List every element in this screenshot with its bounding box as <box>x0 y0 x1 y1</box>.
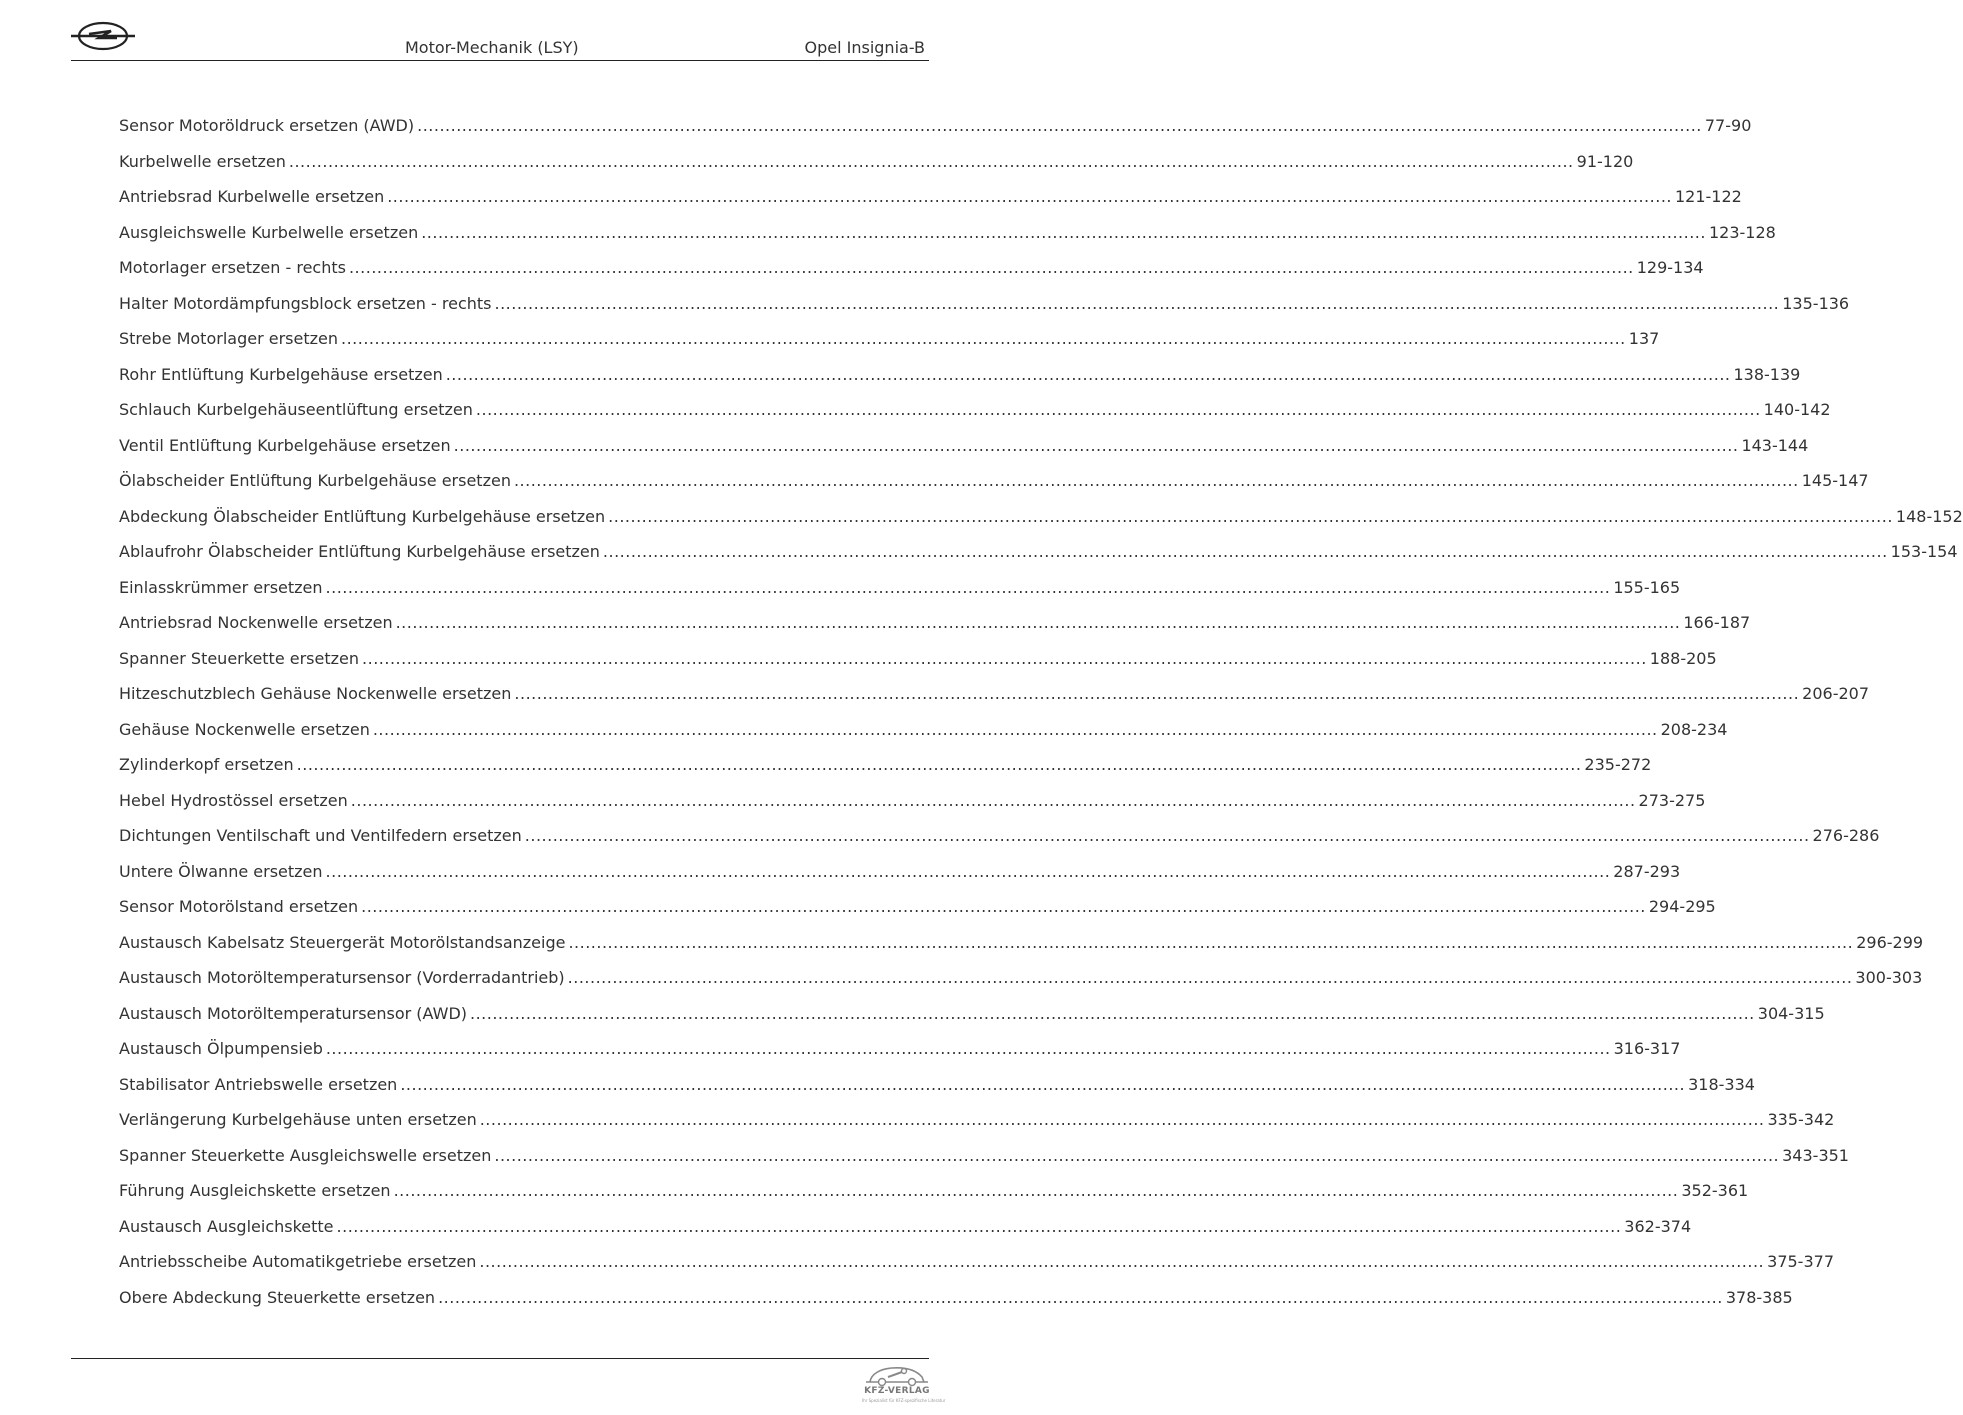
toc-leader-dots <box>373 720 1658 739</box>
toc-entry-title: Antriebsrad Nockenwelle ersetzen <box>119 613 393 632</box>
toc-entry-pages: 135-136 <box>1782 293 1850 313</box>
toc-entry-pages: 145-147 <box>1801 471 1869 490</box>
toc-entry-pages: 188-205 <box>1649 648 1717 668</box>
toc-leader-dots <box>351 791 1636 810</box>
toc-entry[interactable] <box>119 364 1801 401</box>
toc-leader-dots <box>361 897 1646 916</box>
toc-entry-pages: 273-275 <box>1638 790 1706 810</box>
opel-logo-icon <box>71 18 135 54</box>
toc-leader-dots <box>525 826 1810 845</box>
toc-entry[interactable] <box>119 790 1706 827</box>
footer-divider <box>71 1358 929 1359</box>
manual-section-title: Motor-Mechanik (LSY) <box>405 38 579 57</box>
toc-entry[interactable] <box>119 506 1963 543</box>
toc-entry-pages: 166-187 <box>1683 613 1751 632</box>
toc-entry-pages: 153-154 <box>1890 542 1958 561</box>
toc-entry-pages: 235-272 <box>1584 755 1652 774</box>
toc-leader-dots <box>603 542 1888 561</box>
toc-entry[interactable] <box>119 755 1652 791</box>
toc-entry-pages: 294-295 <box>1648 897 1716 916</box>
toc-entry-pages: 208-234 <box>1660 719 1728 739</box>
publisher-name: KFZ-VERLAG <box>864 1386 930 1396</box>
toc-entry-title: Austausch Kabelsatz Steuergerät Motorölstandsanzeige <box>119 932 566 952</box>
toc-leader-dots <box>400 1075 1685 1094</box>
toc-entry[interactable] <box>119 151 1634 188</box>
toc-entry[interactable] <box>119 861 1681 898</box>
toc-leader-dots <box>470 1004 1755 1023</box>
toc-entry-pages: 316-317 <box>1613 1039 1681 1058</box>
toc-leader-dots <box>568 933 1853 952</box>
toc-entry[interactable] <box>119 400 1831 436</box>
toc-entry-title: Ablaufrohr Ölabscheider Entlüftung Kurbelgehäuse ersetzen <box>119 542 600 561</box>
toc-entry-title: Sensor Motorölstand ersetzen <box>119 897 359 916</box>
toc-entry[interactable] <box>119 1287 1793 1324</box>
toc-entry-title: Austausch Motoröltemperatursensor (Vorderradantrieb) <box>119 968 565 987</box>
toc-entry-pages: 378-385 <box>1725 1287 1793 1307</box>
toc-entry-pages: 335-342 <box>1767 1110 1835 1129</box>
toc-entry-pages: 375-377 <box>1767 1252 1834 1271</box>
toc-leader-dots <box>608 507 1893 526</box>
toc-entry-title: Schlauch Kurbelgehäuseentlüftung ersetzen <box>119 400 473 419</box>
toc-leader-dots <box>479 1252 1764 1271</box>
toc-entry-pages: 138-139 <box>1733 364 1801 384</box>
toc-entry-title: Ausgleichswelle Kurbelwelle ersetzen <box>119 222 419 242</box>
toc-entry-title: Motorlager ersetzen - rechts <box>119 258 346 277</box>
toc-entry-title: Einlasskrümmer ersetzen <box>119 577 323 597</box>
toc-entry[interactable] <box>119 435 1809 472</box>
toc-entry[interactable] <box>119 1145 1849 1182</box>
toc-entry[interactable] <box>119 826 1880 862</box>
toc-entry-title: Stabilisator Antriebswelle ersetzen <box>119 1074 398 1094</box>
toc-leader-dots <box>387 187 1672 206</box>
toc-entry-pages: 287-293 <box>1613 861 1681 881</box>
toc-entry-title: Antriebsscheibe Automatikgetriebe ersetzen <box>119 1252 477 1271</box>
toc-entry-pages: 206-207 <box>1802 684 1870 703</box>
toc-entry-pages: 155-165 <box>1613 577 1681 597</box>
publisher-logo <box>862 1360 946 1412</box>
toc-leader-dots <box>349 258 1634 277</box>
vehicle-model-title: Opel Insignia-B <box>804 38 925 57</box>
toc-leader-dots <box>480 1110 1765 1129</box>
toc-entry-pages: 318-334 <box>1688 1074 1755 1094</box>
toc-entry-pages: 352-361 <box>1681 1181 1749 1200</box>
toc-entry-title: Ventil Entlüftung Kurbelgehäuse ersetzen <box>119 435 451 455</box>
toc-entry[interactable] <box>119 613 1751 649</box>
toc-entry-pages: 362-374 <box>1624 1216 1692 1236</box>
toc-entry[interactable] <box>119 1252 1834 1288</box>
toc-leader-dots <box>494 294 1779 313</box>
toc-entry[interactable] <box>119 1039 1681 1075</box>
toc-leader-dots <box>362 649 1647 668</box>
publisher-tagline: Ihr Spezialist für KFZ-spezifische Literatur <box>862 1398 946 1403</box>
toc-entry-title: Antriebsrad Kurbelwelle ersetzen <box>119 187 385 206</box>
car-wrench-icon <box>862 1360 932 1386</box>
toc-entry[interactable] <box>119 648 1717 685</box>
toc-entry[interactable] <box>119 897 1716 933</box>
toc-entry[interactable] <box>119 968 1923 1004</box>
toc-entry-pages: 137 <box>1628 329 1660 348</box>
toc-entry-pages: 304-315 <box>1757 1003 1825 1023</box>
toc-entry-pages: 276-286 <box>1812 826 1880 845</box>
toc-leader-dots <box>394 1181 1679 1200</box>
toc-entry[interactable] <box>119 1181 1749 1217</box>
toc-leader-dots <box>476 400 1761 419</box>
toc-entry-title: Austausch Ölpumpensieb <box>119 1039 323 1058</box>
toc-entry-title: Untere Ölwanne ersetzen <box>119 861 323 881</box>
toc-leader-dots <box>337 1217 1622 1236</box>
toc-entry[interactable] <box>119 577 1681 614</box>
toc-entry-title: Dichtungen Ventilschaft und Ventilfedern ersetzen <box>119 826 522 845</box>
toc-entry[interactable] <box>119 222 1776 259</box>
toc-leader-dots <box>421 223 1706 242</box>
toc-entry-title: Abdeckung Ölabscheider Entlüftung Kurbelgehäuse ersetzen <box>119 506 606 526</box>
toc-entry-title: Gehäuse Nockenwelle ersetzen <box>119 719 370 739</box>
toc-entry[interactable] <box>119 187 1742 223</box>
page-header <box>71 14 929 61</box>
toc-entry-pages: 77-90 <box>1704 116 1752 135</box>
toc-entry[interactable] <box>119 329 1660 365</box>
toc-entry-title: Austausch Motoröltemperatursensor (AWD) <box>119 1003 467 1023</box>
toc-entry[interactable] <box>119 932 1924 969</box>
toc-entry[interactable] <box>119 258 1704 294</box>
toc-entry[interactable] <box>119 116 1752 152</box>
toc-entry-pages: 300-303 <box>1855 968 1923 987</box>
table-of-contents <box>119 116 1963 1323</box>
toc-entry-title: Zylinderkopf ersetzen <box>119 755 294 774</box>
toc-entry[interactable] <box>119 1074 1755 1111</box>
toc-leader-dots <box>326 862 1611 881</box>
toc-entry-title: Spanner Steuerkette ersetzen <box>119 648 360 668</box>
toc-entry-title: Obere Abdeckung Steuerkette ersetzen <box>119 1287 436 1307</box>
toc-leader-dots <box>494 1146 1779 1165</box>
toc-leader-dots <box>514 684 1799 703</box>
toc-entry[interactable] <box>119 1003 1825 1040</box>
toc-entry-pages: 148-152 <box>1895 506 1963 526</box>
toc-entry[interactable] <box>119 471 1869 507</box>
toc-entry-title: Führung Ausgleichskette ersetzen <box>119 1181 391 1200</box>
toc-entry-pages: 129-134 <box>1636 258 1704 277</box>
toc-leader-dots <box>297 755 1582 774</box>
toc-entry-pages: 123-128 <box>1708 222 1776 242</box>
toc-entry-pages: 343-351 <box>1782 1145 1849 1165</box>
toc-entry-pages: 140-142 <box>1763 400 1831 419</box>
toc-entry-title: Austausch Ausgleichskette <box>119 1216 334 1236</box>
toc-entry-pages: 296-299 <box>1856 932 1924 952</box>
toc-leader-dots <box>568 968 1853 987</box>
toc-entry-title: Sensor Motoröldruck ersetzen (AWD) <box>119 116 415 135</box>
toc-entry[interactable] <box>119 1110 1835 1146</box>
toc-entry-title: Spanner Steuerkette Ausgleichswelle ersetzen <box>119 1145 492 1165</box>
toc-leader-dots <box>446 365 1731 384</box>
toc-leader-dots <box>438 1288 1723 1307</box>
toc-entry[interactable] <box>119 719 1728 756</box>
toc-entry-title: Strebe Motorlager ersetzen <box>119 329 338 348</box>
toc-entry-title: Halter Motordämpfungsblock ersetzen - rechts <box>119 293 492 313</box>
toc-entry[interactable] <box>119 542 1958 578</box>
toc-leader-dots <box>326 1039 1611 1058</box>
toc-entry[interactable] <box>119 684 1870 720</box>
toc-entry-title: Kurbelwelle ersetzen <box>119 151 286 171</box>
toc-leader-dots <box>417 116 1702 135</box>
toc-entry[interactable] <box>119 293 1850 330</box>
toc-leader-dots <box>454 436 1739 455</box>
toc-leader-dots <box>326 578 1611 597</box>
toc-entry-pages: 91-120 <box>1576 151 1634 171</box>
toc-leader-dots <box>341 329 1626 348</box>
toc-leader-dots <box>289 152 1574 171</box>
toc-entry[interactable] <box>119 1216 1692 1253</box>
toc-entry-pages: 143-144 <box>1741 435 1809 455</box>
toc-entry-title: Ölabscheider Entlüftung Kurbelgehäuse ersetzen <box>119 471 511 490</box>
toc-entry-title: Verlängerung Kurbelgehäuse unten ersetzen <box>119 1110 477 1129</box>
toc-leader-dots <box>514 471 1799 490</box>
toc-entry-title: Rohr Entlüftung Kurbelgehäuse ersetzen <box>119 364 443 384</box>
toc-leader-dots <box>396 613 1681 632</box>
toc-entry-title: Hitzeschutzblech Gehäuse Nockenwelle ersetzen <box>119 684 512 703</box>
toc-entry-pages: 121-122 <box>1674 187 1742 206</box>
toc-entry-title: Hebel Hydrostössel ersetzen <box>119 790 348 810</box>
